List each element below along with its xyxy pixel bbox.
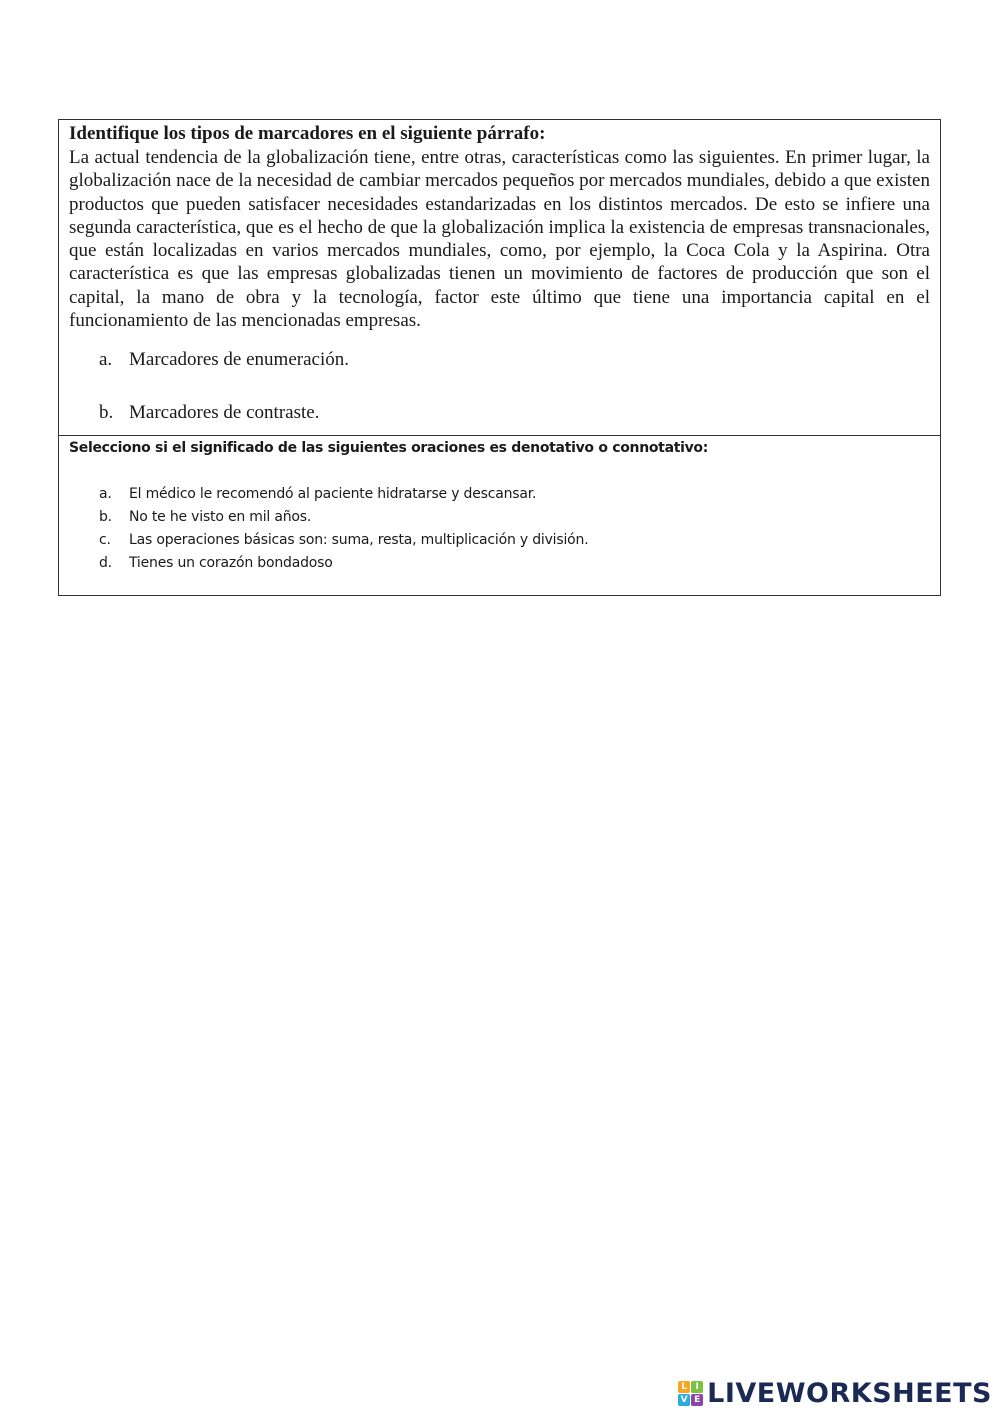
worksheet-table [58, 119, 941, 596]
list-item [99, 483, 930, 506]
list-marker: c. [99, 532, 111, 549]
list-marker: a. [99, 349, 113, 371]
question-2-cell [59, 436, 940, 595]
list-marker: a. [99, 486, 112, 503]
list-marker: d. [99, 555, 112, 572]
list-item-text: Tienes un corazón bondadoso [129, 555, 333, 572]
list-item [99, 506, 930, 529]
question-1-title: Identifique los tipos de marcadores en el siguiente párrafo: [69, 123, 546, 144]
list-item-text: Marcadores de enumeración. [129, 349, 349, 371]
logo-badge-letter: I [691, 1381, 703, 1393]
logo-badge-letter: L [678, 1381, 690, 1393]
list-item [99, 348, 930, 372]
liveworksheets-logo [678, 1373, 992, 1413]
list-item-text: No te he visto en mil años. [129, 509, 312, 526]
logo-badge-icon [678, 1381, 703, 1406]
logo-badge-letter: V [678, 1394, 690, 1406]
list-item-text: El médico le recomendó al paciente hidratarse y descansar. [129, 486, 537, 503]
list-marker: b. [99, 402, 114, 424]
list-item [99, 529, 930, 552]
list-item-text: Las operaciones básicas son: suma, resta, multiplicación y división. [129, 532, 589, 549]
list-item [99, 401, 930, 425]
list-item-text: Marcadores de contraste. [129, 402, 320, 424]
logo-text: LIVEWORKSHEETS [707, 1377, 992, 1409]
question-1-paragraph: La actual tendencia de la globalización tiene, entre otras, características como las siguientes. En primer lugar, la globalización nace de la necesidad de cambiar mercados pequeños por mercados mundiales, debido a que existen productos que pueden satisfacer necesidades estandarizadas en los distintos mercados. De esto se infiere una segunda característica, que es el hecho de que la globalización implica la existencia de empresas transnacionales, que están localizadas en varios mercados mundiales, como, por ejemplo, la Coca Cola y la Aspirina. Otra característica es que las empresas globalizadas tienen un movimiento de factores de producción que son el capital, la mano de obra y la tecnología, factor este último que tiene una importancia capital en el funcionamiento de las mencionadas empresas. [69, 147, 930, 332]
logo-badge-letter: E [691, 1394, 703, 1406]
question-1-list [69, 348, 930, 425]
list-marker: b. [99, 509, 112, 526]
question-2-list [69, 483, 930, 575]
list-item [99, 552, 930, 575]
question-1-cell [59, 120, 940, 436]
question-2-title: Selecciono si el significado de las siguientes oraciones es denotativo o connotativo: [69, 440, 709, 457]
